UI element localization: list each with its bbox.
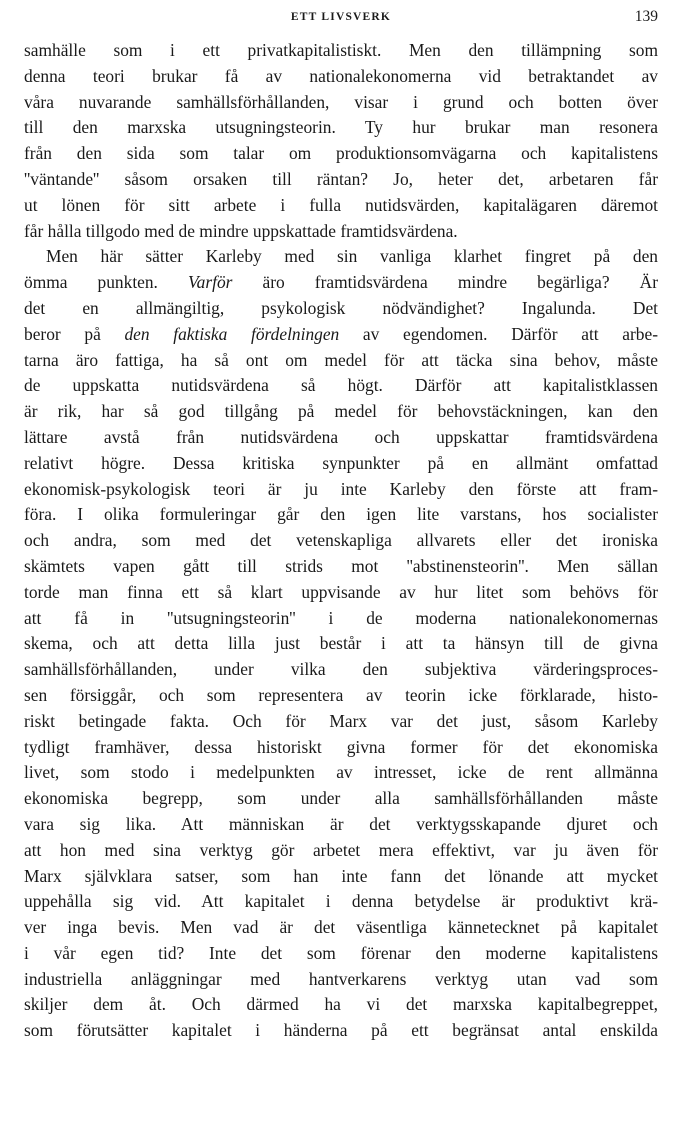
text-line: samhälle som i ett privatkapitalistiskt. Men den tillämpning som <box>24 40 658 60</box>
text-run: ömma punkten. <box>24 272 188 293</box>
text-line: ''väntande'' såsom orsaken till räntan? Jo, heter det, arbetaren får <box>24 168 658 189</box>
text-line: att få in ''utsugningsteorin'' i de moderna nationalekonomernas <box>24 607 658 628</box>
text-run: äro framtidsvärdena mindre begärliga? Är <box>232 272 658 293</box>
text-line: Men här sätter Karleby med sin vanliga klarhet fingret på den <box>46 246 658 267</box>
text-line: de uppskatta nutidsvärdena så högt. Därför att kapitalistklassen <box>24 375 658 396</box>
text-line: våra nuvarande samhällsförhållanden, visar i grund och botten över <box>24 91 658 112</box>
text-line: ut lönen för sitt arbete i fulla nutidsvärden, kapitalägaren däremot <box>24 194 658 215</box>
text-line: skiljer dem åt. Och därmed ha vi det marxska kapitalbegreppet, <box>24 994 658 1015</box>
text-line: är rik, har så god tillgång på medel för behovstäckningen, kan den <box>24 401 658 422</box>
text-line: i vår egen tid? Inte det som förenar den moderne kapitalistens <box>24 942 658 963</box>
text-line: får hålla tillgodo med de mindre uppskattade framtidsvärdena. <box>24 220 458 241</box>
text-line: relativt högre. Dessa kritiska synpunkter på en allmänt omfattad <box>24 452 658 473</box>
text-line: vara sig lika. Att människan är det verktygsskapande djuret och <box>24 813 658 834</box>
text-line: torde man finna ett så klart uppvisande av hur litet som behövs för <box>24 581 658 602</box>
text-run: av egendomen. Därför att arbe- <box>339 323 658 344</box>
text-line <box>24 270 658 296</box>
text-line: livet, som stodo i medelpunkten av intresset, icke de rent allmänna <box>24 762 658 783</box>
text-line: industriella anläggningar med hantverkarens verktyg utan vad som <box>24 968 658 989</box>
text-line: ekonomisk-psykologisk teori är ju inte Karleby den förste att fram- <box>24 478 658 499</box>
page-number: 139 <box>634 8 658 25</box>
text-line: lättare avstå från nutidsvärdena och uppskattar framtidsvärdena <box>24 426 658 447</box>
text-line: denna teori brukar få av nationalekonomerna vid betraktandet av <box>24 65 658 86</box>
page-header <box>24 8 658 30</box>
emphasis-text: den faktiska fördelningen <box>124 323 340 344</box>
text-line: riskt betingade fakta. Och för Marx var det just, såsom Karleby <box>24 710 658 731</box>
text-line: ver inga bevis. Men vad är det väsentliga kännetecknet på kapitalet <box>24 917 658 938</box>
text-line: att hon med sina verktyg gör arbetet mera effektivt, var ju även för <box>24 839 658 860</box>
text-line: föra. I olika formuleringar går den igen lite varstans, hos socialister <box>24 504 658 525</box>
text-line: från den sida som talar om produktionsomvägarna och kapitalistens <box>24 143 658 164</box>
body-text <box>24 38 658 1044</box>
text-line: tydligt framhäver, dessa historiskt givna former för det ekonomiska <box>24 736 658 757</box>
text-line: uppehålla sig vid. Att kapitalet i denna betydelse är produktivt krä- <box>24 891 658 912</box>
text-line: Marx självklara satser, som han inte fann det lönande att mycket <box>24 865 658 886</box>
text-line: ekonomiska begrepp, som under alla samhällsförhållanden måste <box>24 788 658 809</box>
text-line: skämtets vapen gått till strids mot ''abstinensteorin''. Men sällan <box>24 555 658 576</box>
text-line: skema, och att detta lilla just består i att ta hänsyn till de givna <box>24 633 658 654</box>
text-line: sen försiggår, och som representera av teorin icke förklarade, histo- <box>24 684 658 705</box>
running-title: ETT LIVSVERK <box>290 11 392 23</box>
text-line: det en allmängiltig, psykologisk nödvändighet? Ingalunda. Det <box>24 297 658 318</box>
emphasis-text: Varför <box>187 272 233 293</box>
text-line <box>24 322 658 348</box>
text-line: som förutsätter kapitalet i händerna på ett begränsat antal enskilda <box>24 1020 658 1041</box>
text-run: beror på <box>24 323 125 344</box>
text-line: tarna äro fattiga, ha så ont om medel för att täcka sina behov, måste <box>24 349 658 370</box>
text-line: samhällsförhållanden, under vilka den subjektiva värderingsproces- <box>24 659 658 680</box>
text-line: och andra, som med det vetenskapliga allvarets eller det ironiska <box>24 530 658 551</box>
text-line: till den marxska utsugningsteorin. Ty hur brukar man resonera <box>24 117 658 138</box>
